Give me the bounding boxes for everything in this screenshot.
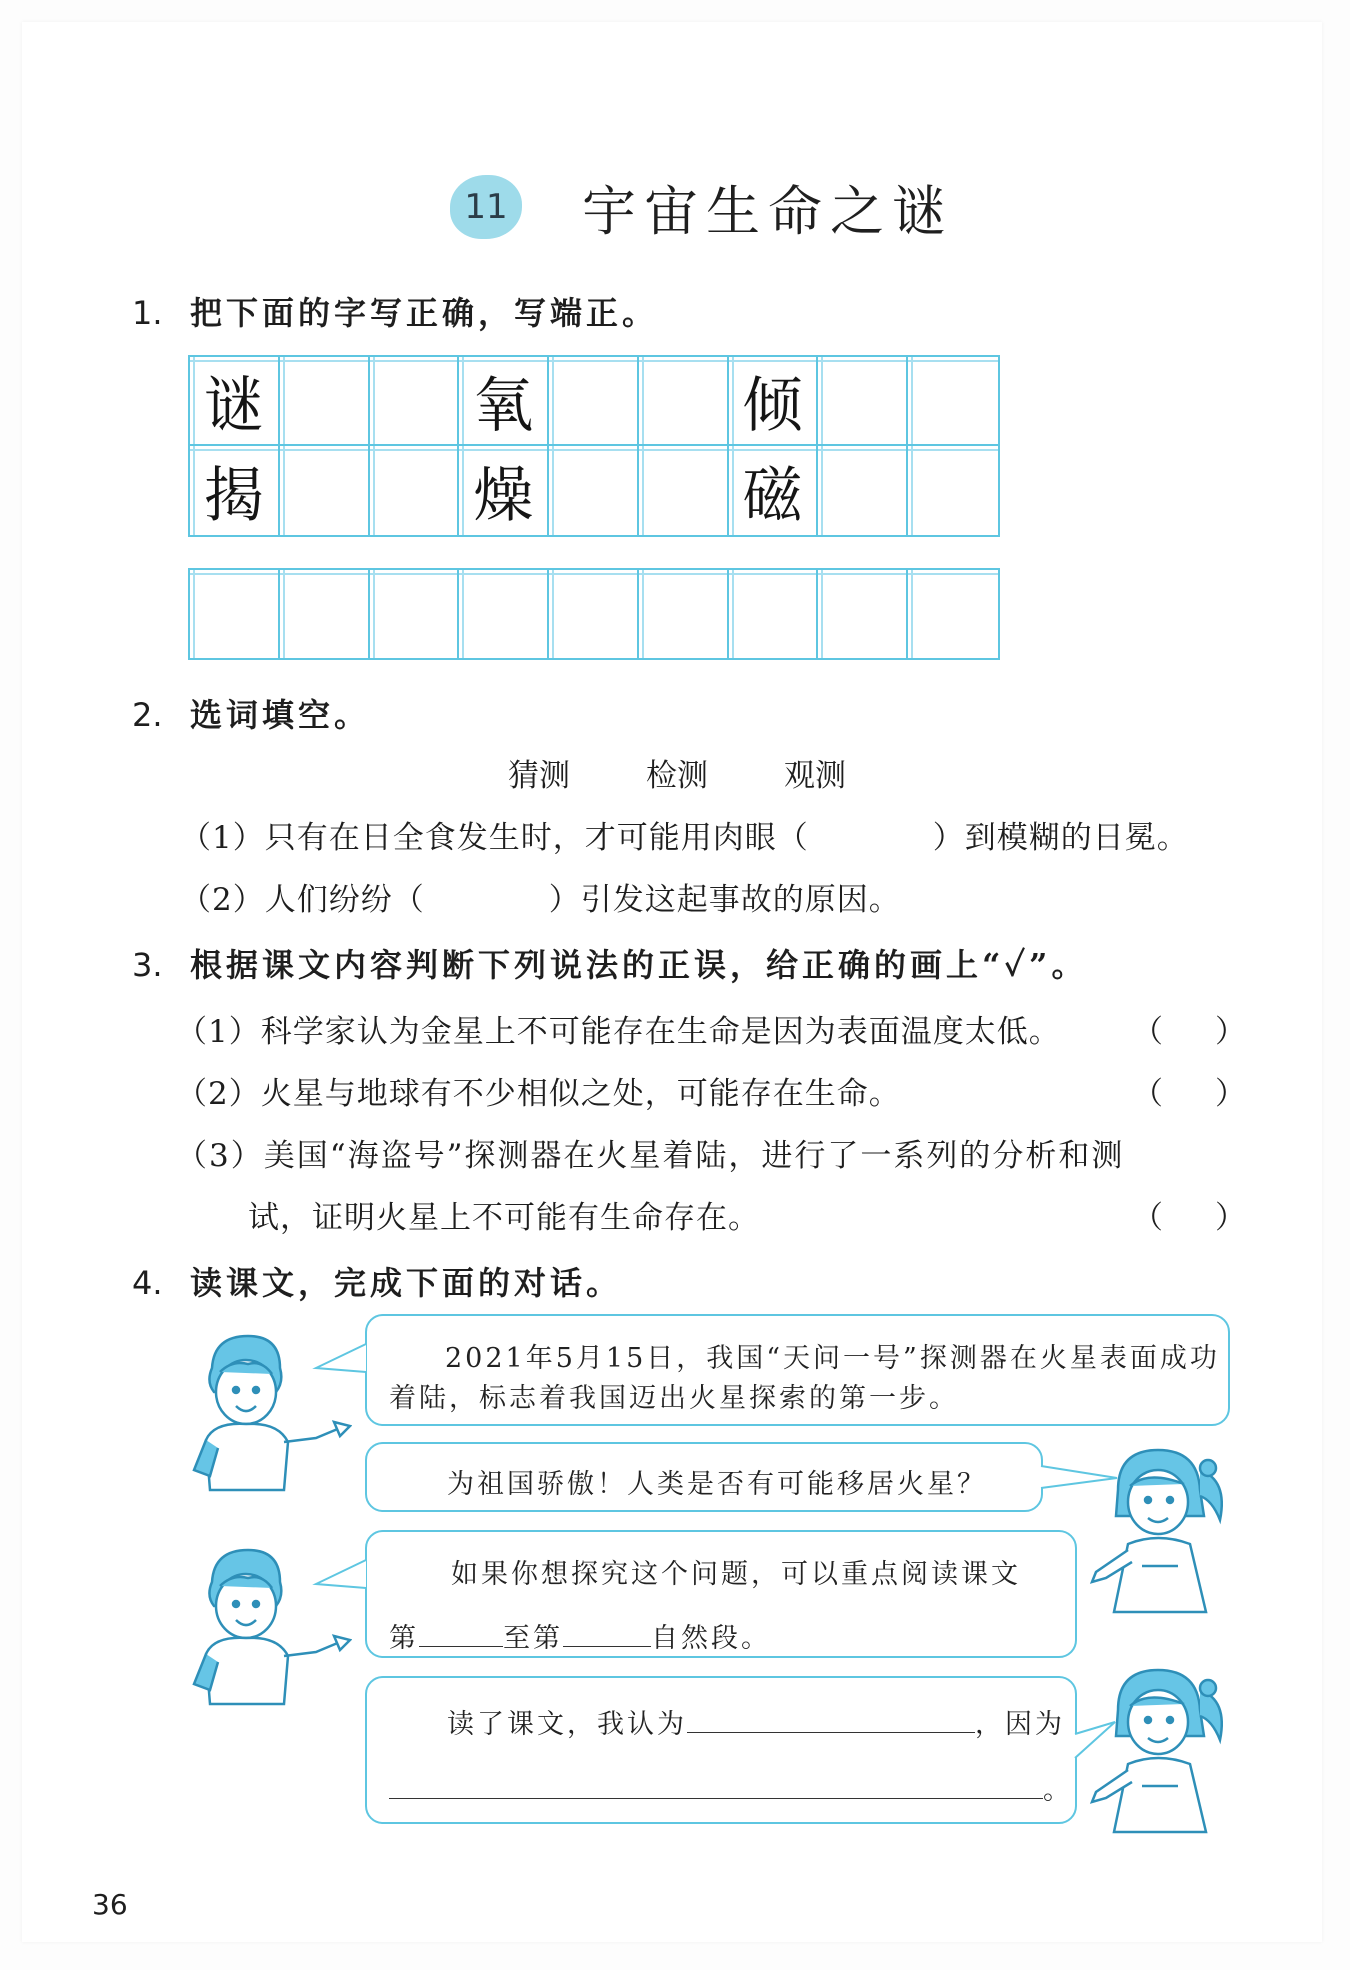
word-choice: 观测 bbox=[784, 758, 846, 794]
grid-cell[interactable] bbox=[370, 357, 460, 446]
question-3-heading bbox=[132, 940, 1087, 986]
grid-cell[interactable] bbox=[549, 357, 639, 446]
bubble-text: 第 bbox=[389, 1623, 419, 1654]
grid-cell[interactable] bbox=[818, 570, 908, 658]
model-character: 揭 bbox=[203, 460, 264, 531]
lesson-number-badge: 11 bbox=[450, 175, 522, 239]
grid-cell[interactable] bbox=[908, 357, 998, 446]
speech-bubble-boy-2 bbox=[365, 1530, 1077, 1658]
grid-cell[interactable] bbox=[370, 446, 460, 535]
q2-item-text: （2）人们纷纷（ bbox=[180, 882, 425, 918]
bubble-text: 读了课文，我认为 bbox=[447, 1709, 687, 1740]
lesson-header bbox=[0, 165, 1350, 245]
boy-illustration bbox=[184, 1544, 352, 1714]
grid-cell[interactable] bbox=[729, 446, 819, 535]
bubble-text: 如果你想探究这个问题，可以重点阅读课文 bbox=[451, 1559, 1021, 1590]
bubble-fill-line bbox=[389, 1616, 771, 1655]
bubble-fill-line bbox=[447, 1702, 1065, 1741]
grid-cell[interactable] bbox=[908, 570, 998, 658]
answer-blank[interactable] bbox=[419, 1620, 503, 1647]
speech-bubble-boy-1 bbox=[365, 1314, 1230, 1426]
bubble-text: 2021年5月15日，我国“天问一号”探测器在火星表面成功 bbox=[445, 1343, 1220, 1374]
bubble-text: 自然段。 bbox=[651, 1623, 771, 1654]
question-text: 读课文，完成下面的对话。 bbox=[190, 1264, 623, 1302]
judgement-parentheses[interactable] bbox=[1132, 1006, 1246, 1051]
grid-cell[interactable] bbox=[280, 357, 370, 446]
judgement-parentheses[interactable] bbox=[1132, 1068, 1246, 1113]
speech-bubble-girl-1 bbox=[365, 1442, 1043, 1512]
q3-item-3-continued: 试，证明火星上不可能有生命存在。 bbox=[248, 1200, 760, 1236]
question-number: 4. bbox=[132, 1264, 163, 1302]
grid-cell[interactable] bbox=[639, 357, 729, 446]
q2-item-2 bbox=[180, 874, 901, 919]
grid-cell[interactable] bbox=[639, 570, 729, 658]
answer-blank[interactable] bbox=[389, 1772, 1043, 1799]
grid-cell[interactable] bbox=[639, 446, 729, 535]
grid-cell[interactable] bbox=[729, 357, 819, 446]
question-number: 1. bbox=[132, 294, 163, 332]
grid-cell[interactable] bbox=[459, 446, 549, 535]
speech-bubble-girl-2 bbox=[365, 1676, 1077, 1824]
bubble-fill-line bbox=[389, 1768, 1073, 1807]
paren-open: （ bbox=[1132, 1200, 1163, 1236]
q2-item-1 bbox=[180, 812, 1189, 857]
bubble-text: ，因为 bbox=[975, 1709, 1065, 1740]
question-text: 根据课文内容判断下列说法的正误，给正确的画上“✓”。 bbox=[190, 946, 1088, 984]
q2-item-text: ）到模糊的日冕。 bbox=[932, 820, 1189, 856]
paren-open: （ bbox=[1132, 1076, 1163, 1112]
paren-close: ） bbox=[1215, 1014, 1246, 1050]
grid-cell[interactable] bbox=[280, 446, 370, 535]
judgement-parentheses[interactable] bbox=[1132, 1192, 1246, 1237]
question-2-heading bbox=[132, 690, 370, 736]
bubble-text: 至第 bbox=[503, 1623, 563, 1654]
bubble-text: 为祖国骄傲！人类是否有可能移居火星？ bbox=[447, 1469, 987, 1500]
question-text: 选词填空。 bbox=[190, 696, 371, 734]
writing-grid-blank bbox=[188, 568, 1000, 660]
model-character: 倾 bbox=[742, 370, 803, 441]
question-1-heading bbox=[132, 288, 658, 334]
model-character: 氧 bbox=[473, 370, 534, 441]
question-number: 3. bbox=[132, 946, 163, 984]
paren-close: ） bbox=[1215, 1200, 1246, 1236]
boy-illustration bbox=[184, 1330, 352, 1500]
page-number: 36 bbox=[92, 1888, 128, 1921]
q3-item-3: （3）美国“海盗号”探测器在火星着陆，进行了一系列的分析和测 bbox=[176, 1138, 1125, 1174]
grid-cell[interactable] bbox=[818, 446, 908, 535]
q3-item-1: （1）科学家认为金星上不可能存在生命是因为表面温度太低。 bbox=[176, 1014, 1061, 1050]
grid-cell[interactable] bbox=[908, 446, 998, 535]
grid-cell[interactable] bbox=[729, 570, 819, 658]
grid-cell[interactable] bbox=[190, 446, 280, 535]
girl-illustration bbox=[1088, 1660, 1238, 1840]
model-character: 谜 bbox=[203, 370, 264, 441]
question-number: 2. bbox=[132, 696, 163, 734]
bubble-text: 。 bbox=[1043, 1775, 1073, 1806]
grid-cell[interactable] bbox=[280, 570, 370, 658]
grid-cell[interactable] bbox=[459, 570, 549, 658]
writing-grid-practice bbox=[188, 355, 1000, 537]
bubble-text: 着陆，标志着我国迈出火星探索的第一步。 bbox=[389, 1383, 959, 1414]
question-text: 把下面的字写正确，写端正。 bbox=[190, 294, 659, 332]
grid-cell[interactable] bbox=[549, 570, 639, 658]
question-4-heading bbox=[132, 1258, 622, 1304]
q2-item-text: （1）只有在日全食发生时，才可能用肉眼（ bbox=[180, 820, 809, 856]
grid-cell[interactable] bbox=[190, 570, 280, 658]
grid-cell[interactable] bbox=[190, 357, 280, 446]
q3-item-2: （2）火星与地球有不少相似之处，可能存在生命。 bbox=[176, 1076, 901, 1112]
grid-cell[interactable] bbox=[549, 446, 639, 535]
answer-blank[interactable] bbox=[563, 1620, 651, 1647]
model-character: 燥 bbox=[473, 460, 534, 531]
grid-cell[interactable] bbox=[818, 357, 908, 446]
grid-cell[interactable] bbox=[370, 570, 460, 658]
paren-close: ） bbox=[1215, 1076, 1246, 1112]
answer-blank[interactable] bbox=[687, 1706, 975, 1733]
word-choice: 猜测 bbox=[508, 758, 570, 794]
q2-item-text: ）引发这起事故的原因。 bbox=[548, 882, 901, 918]
girl-illustration bbox=[1088, 1440, 1238, 1620]
word-choice: 检测 bbox=[646, 758, 708, 794]
grid-cell[interactable] bbox=[459, 357, 549, 446]
paren-open: （ bbox=[1132, 1014, 1163, 1050]
model-character: 磁 bbox=[742, 460, 803, 531]
lesson-title: 宇宙生命之谜 bbox=[582, 180, 954, 243]
